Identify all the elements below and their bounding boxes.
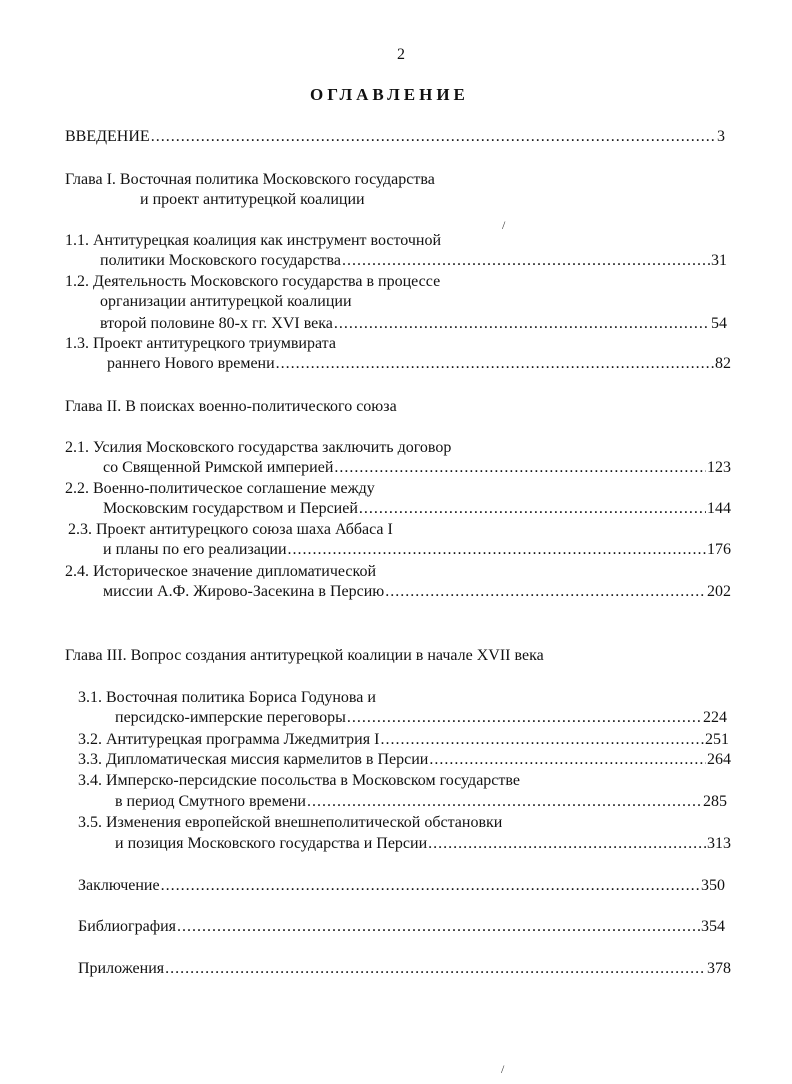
dot-leader: [428, 834, 706, 854]
toc-page-number: 378: [707, 960, 731, 977]
chapter-heading: Глава III. Вопрос создания антитурецкой коалиции в начале XVII века: [65, 647, 544, 664]
toc-label: в период Смутного времени: [115, 793, 306, 810]
toc-page-number: 313: [707, 835, 731, 852]
toc-page-number: 3: [717, 128, 725, 145]
toc-page-number: 251: [705, 731, 729, 748]
toc-entry-line: организации антитурецкой коалиции: [100, 293, 352, 310]
dot-leader: [165, 959, 706, 979]
toc-page-number: 54: [711, 315, 727, 332]
toc-entry-3-2: [78, 730, 729, 750]
dot-leader: [161, 876, 700, 896]
chapter-heading: Глава I. Восточная политика Московского государства: [65, 171, 435, 188]
toc-label: ВВЕДЕНИЕ: [65, 128, 150, 145]
dot-leader: [342, 251, 710, 271]
toc-label: второй половине 80-х гг. XVI века: [100, 315, 333, 332]
toc-entry-line: 2.2. Военно-политическое соглашение между: [65, 480, 375, 497]
toc-entry-line: 2.3. Проект антитурецкого союза шаха Аббаса I: [68, 521, 393, 538]
toc-page-number: 144: [707, 500, 731, 517]
chapter-heading-continued: и проект антитурецкой коалиции: [140, 191, 365, 208]
dot-leader: [347, 708, 702, 728]
toc-label: 3.3. Дипломатическая миссия кармелитов в Персии: [78, 751, 429, 768]
toc-label: 3.2. Антитурецкая программа Лжедмитрия I: [78, 731, 380, 748]
toc-label: персидско-имперские переговоры: [115, 709, 346, 726]
dot-leader: [177, 917, 700, 937]
toc-label: политики Московского государства: [100, 252, 341, 269]
toc-label: Заключение: [78, 877, 160, 894]
toc-label: Приложения: [78, 960, 165, 977]
toc-page-number: 31: [711, 252, 727, 269]
toc-page-number: 82: [715, 355, 731, 372]
dot-leader: [429, 750, 706, 770]
dot-leader: [288, 540, 706, 560]
page-title: ОГЛАВЛЕНИЕ: [310, 85, 469, 104]
toc-entry-line: 3.5. Изменения европейской внешнеполитической обстановки: [78, 814, 503, 831]
toc-page-number: 176: [707, 541, 731, 558]
dot-leader: [276, 354, 714, 374]
toc-entry-line: 1.3. Проект антитурецкого триумвирата: [65, 335, 336, 352]
toc-entry-1-1: [100, 251, 727, 271]
dot-leader: [334, 458, 706, 478]
toc-page-number: 202: [707, 583, 731, 600]
dot-leader: [380, 730, 704, 750]
scan-mark: /: [502, 218, 506, 232]
toc-page-number: 350: [701, 877, 725, 894]
toc-entry-2-2: [103, 499, 731, 519]
toc-entry-line: 2.4. Историческое значение дипломатической: [65, 563, 376, 580]
dot-leader: [334, 314, 710, 334]
toc-label: раннего Нового времени: [107, 355, 275, 372]
toc-entry-line: 3.1. Восточная политика Бориса Годунова и: [78, 689, 376, 706]
toc-entry-2-1: [103, 458, 731, 478]
toc-label: и позиция Московского государства и Персии: [115, 835, 428, 852]
dot-leader: [385, 582, 706, 602]
toc-page-number: 123: [707, 459, 731, 476]
toc-label: Библиография: [78, 918, 176, 935]
toc-label: Московским государством и Персией: [103, 500, 358, 517]
toc-entry-3-5: [115, 834, 731, 854]
toc-label: со Священной Римской империей: [103, 459, 334, 476]
toc-entry-line: 1.1. Антитурецкая коалиция как инструмент восточной: [65, 232, 442, 249]
toc-page-number: 354: [701, 918, 725, 935]
toc-page-number: 224: [703, 709, 727, 726]
toc-entry-1-2: [100, 314, 727, 334]
toc-entry-line: 1.2. Деятельность Московского государства в процессе: [65, 273, 441, 290]
toc-entry-line: 2.1. Усилия Московского государства заключить договор: [65, 439, 452, 456]
scan-mark: /: [501, 1062, 505, 1076]
page-number: 2: [397, 46, 405, 63]
dot-leader: [307, 792, 702, 812]
toc-entry-conclusion: [78, 876, 725, 896]
toc-page-number: 285: [703, 793, 727, 810]
toc-label: миссии А.Ф. Жирово-Засекина в Персию: [103, 583, 385, 600]
toc-entry-bibliography: [78, 917, 725, 937]
toc-label: и планы по его реализации: [103, 541, 287, 558]
toc-entry-3-4: [115, 792, 727, 812]
toc-entry-3-1: [115, 708, 727, 728]
toc-entry-introduction: [65, 127, 725, 147]
toc-page-number: 264: [707, 751, 731, 768]
toc-entry-appendices: [78, 959, 731, 979]
dot-leader: [359, 499, 706, 519]
toc-entry-3-3: [78, 750, 731, 770]
dot-leader: [151, 127, 716, 147]
toc-entry-1-3: [107, 354, 731, 374]
chapter-heading: Глава II. В поисках военно-политического союза: [65, 398, 397, 415]
toc-entry-line: 3.4. Имперско-персидские посольства в Московском государстве: [78, 772, 520, 789]
toc-entry-2-4: [103, 582, 731, 602]
toc-entry-2-3: [103, 540, 731, 560]
